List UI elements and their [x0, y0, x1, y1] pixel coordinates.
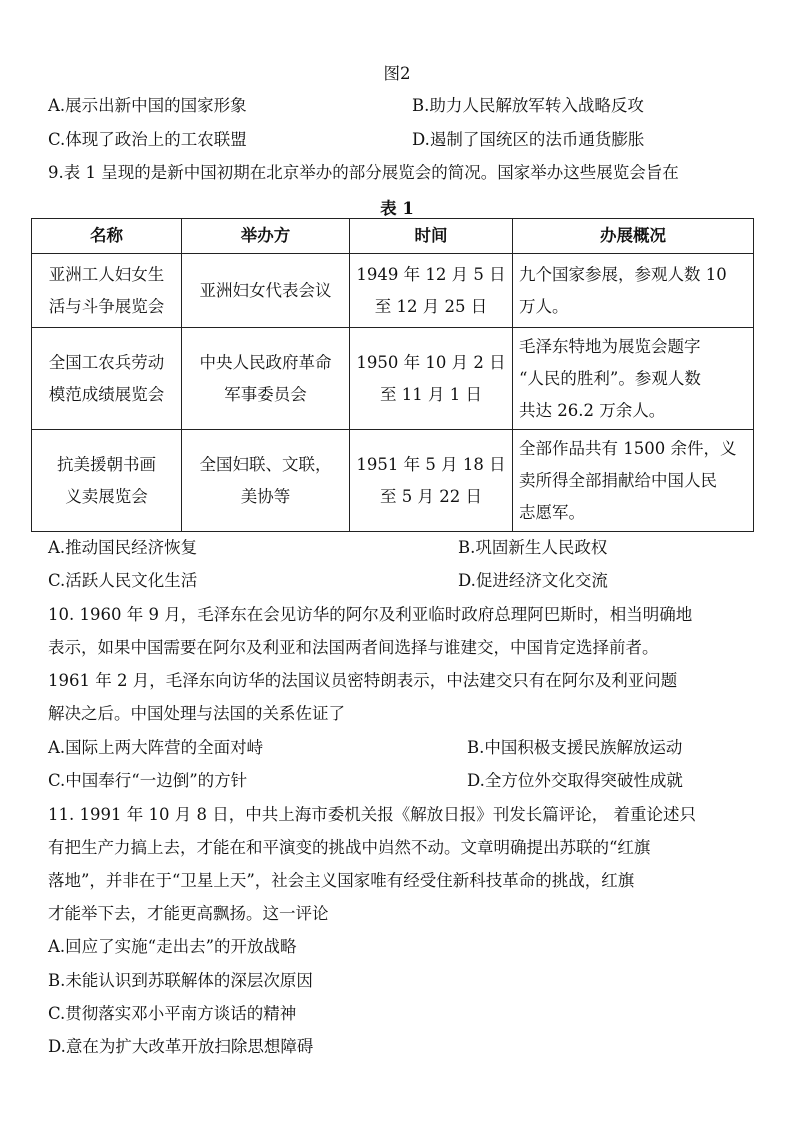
header-summary: 办展概况	[513, 219, 754, 254]
q9-option-b: B.巩固新生人民政权	[458, 538, 608, 557]
figure-caption: 图2	[383, 64, 411, 83]
cell-summary: 毛泽东特地为展览会题字 “人民的胜利”。参观人数 共达 26.2 万余人。	[513, 328, 754, 430]
q9-option-a: A.推动国民经济恢复	[48, 538, 198, 557]
exhibition-table	[31, 218, 754, 532]
cell-organizer: 亚洲妇女代表会议	[182, 254, 350, 328]
table-row	[32, 328, 754, 430]
q8-option-c: C.体现了政治上的工农联盟	[48, 130, 247, 149]
cell-summary: 九个国家参展，参观人数 10 万人。	[513, 254, 754, 328]
table-row	[32, 254, 754, 328]
q9-option-c: C.活跃人民文化生活	[48, 571, 198, 590]
cell-summary: 全部作品共有 1500 余件，义 卖所得全部捐献给中国人民 志愿军。	[513, 430, 754, 532]
q9-stem: 9.表 1 呈现的是新中国初期在北京举办的部分展览会的简况。国家举办这些展览会旨在	[48, 163, 679, 182]
cell-time: 1951 年 5 月 18 日 至 5 月 22 日	[350, 430, 513, 532]
header-name: 名称	[32, 219, 182, 254]
q11-option-b: B.未能认识到苏联解体的深层次原因	[48, 971, 313, 990]
table-caption: 表 1	[380, 199, 414, 218]
q8-option-a: A.展示出新中国的国家形象	[48, 96, 247, 115]
q11-line: 落地”，并非在于“卫星上天”，社会主义国家唯有经受住新科技革命的挑战，红旗	[48, 871, 635, 890]
table-header-row	[32, 219, 754, 254]
cell-name: 抗美援朝书画 义卖展览会	[32, 430, 182, 532]
q8-option-d: D.遏制了国统区的法币通货膨胀	[412, 130, 645, 149]
q11-option-d: D.意在为扩大改革开放扫除思想障碍	[48, 1037, 314, 1056]
q10-option-c: C.中国奉行“一边倒”的方针	[48, 771, 248, 790]
q8-option-b: B.助力人民解放军转入战略反攻	[412, 96, 644, 115]
cell-name: 全国工农兵劳动 模范成绩展览会	[32, 328, 182, 430]
cell-time: 1949 年 12 月 5 日 至 12 月 25 日	[350, 254, 513, 328]
cell-organizer: 中央人民政府革命 军事委员会	[182, 328, 350, 430]
q10-option-a: A.国际上两大阵营的全面对峙	[48, 738, 264, 757]
header-time: 时间	[350, 219, 513, 254]
q10-option-b: B.中国积极支援民族解放运动	[467, 738, 683, 757]
q10-line: 表示，如果中国需要在阿尔及利亚和法国两者间选择与谁建交，中国肯定选择前者。	[48, 638, 659, 657]
q11-option-a: A.回应了实施“走出去”的开放战略	[48, 937, 297, 956]
header-organizer: 举办方	[182, 219, 350, 254]
q9-option-d: D.促进经济文化交流	[458, 571, 608, 590]
q10-line: 10. 1960 年 9 月，毛泽东在会见访华的阿尔及利亚临时政府总理阿巴斯时，相当明确地	[48, 605, 693, 624]
q11-line: 11. 1991 年 10 月 8 日，中共上海市委机关报《解放日报》刊发长篇评论， 着重论述只	[48, 805, 696, 824]
q10-line: 1961 年 2 月，毛泽东向访华的法国议员密特朗表示，中法建交只有在阿尔及利亚问题	[48, 671, 678, 690]
q10-option-d: D.全方位外交取得突破性成就	[467, 771, 683, 790]
q11-option-c: C.贯彻落实邓小平南方谈话的精神	[48, 1004, 297, 1023]
table-row	[32, 430, 754, 532]
cell-organizer: 全国妇联、文联， 美协等	[182, 430, 350, 532]
cell-name: 亚洲工人妇女生 活与斗争展览会	[32, 254, 182, 328]
q10-line: 解决之后。中国处理与法国的关系佐证了	[48, 704, 345, 723]
cell-time: 1950 年 10 月 2 日 至 11 月 1 日	[350, 328, 513, 430]
q11-line: 才能举下去，才能更高飘扬。这一评论	[48, 904, 329, 923]
q11-line: 有把生产力搞上去，才能在和平演变的挑战中岿然不动。文章明确提出苏联的“红旗	[48, 838, 651, 857]
